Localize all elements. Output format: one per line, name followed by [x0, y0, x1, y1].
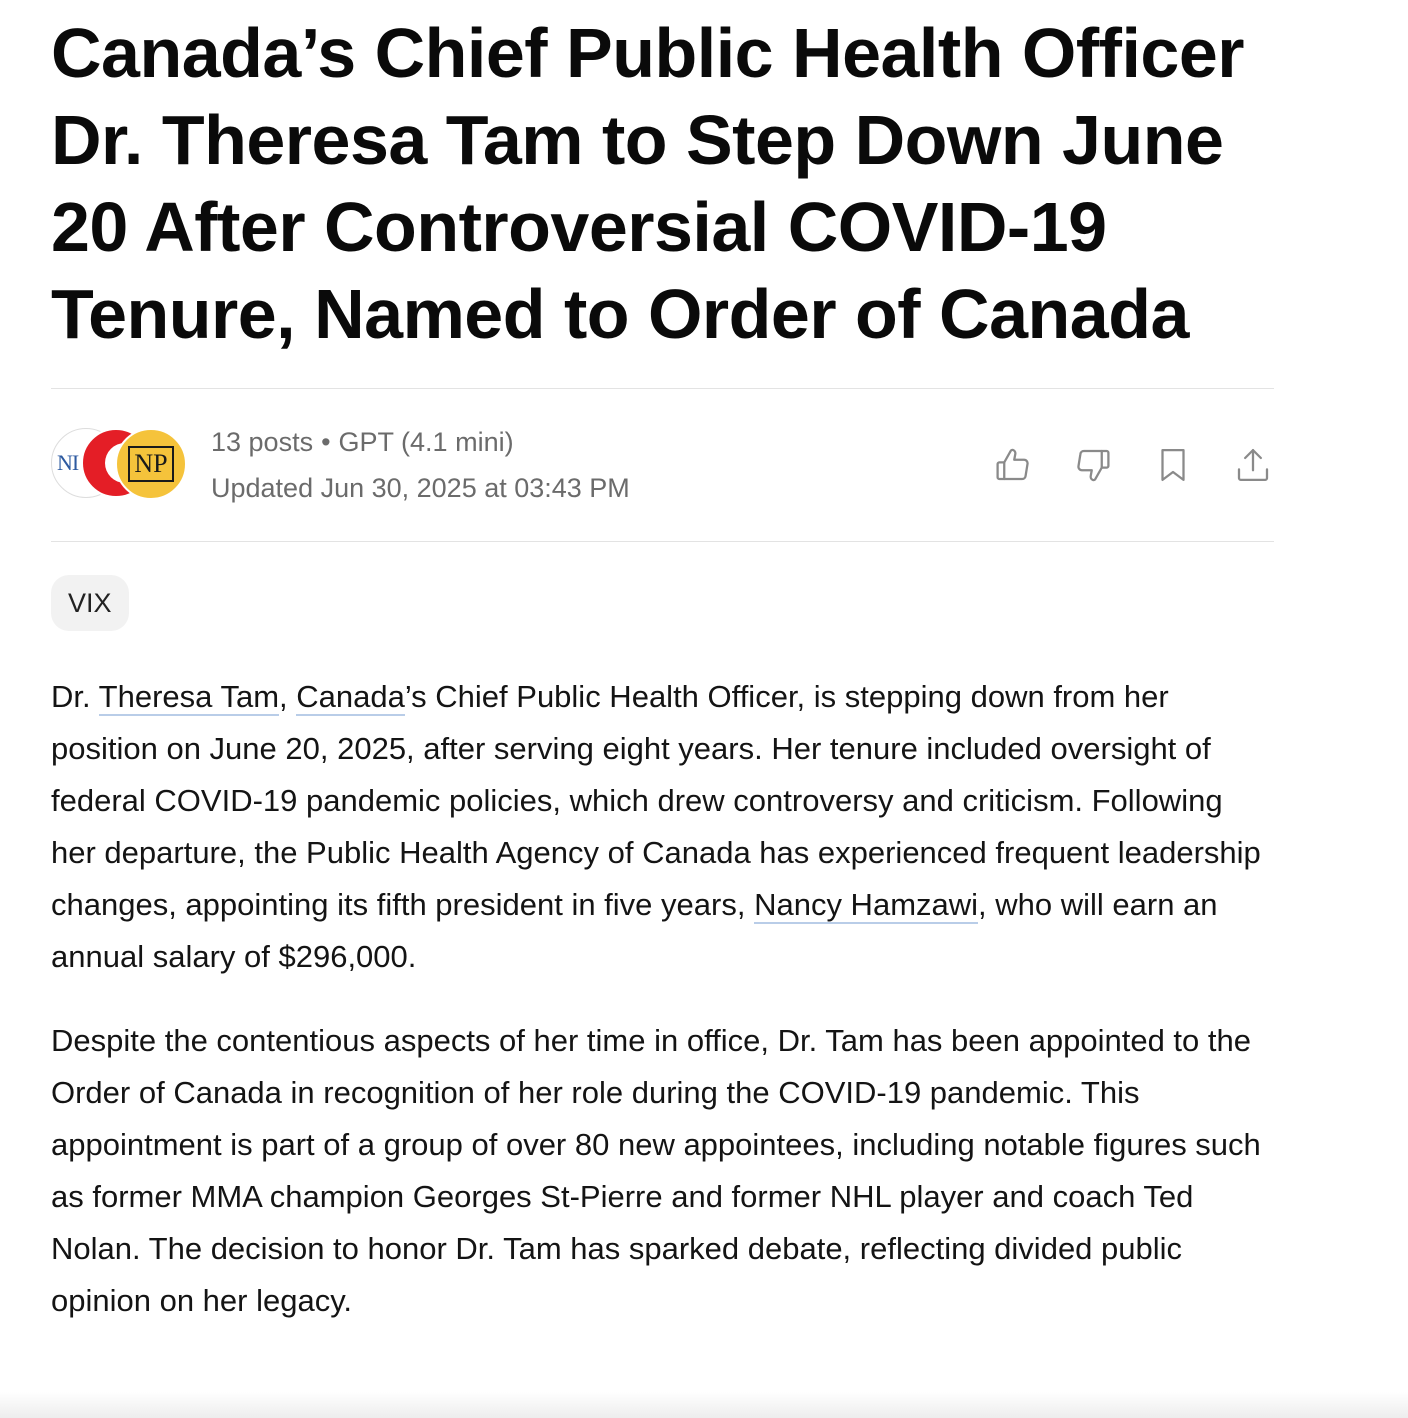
share-icon	[1232, 444, 1274, 486]
tag-chip[interactable]: VIX	[51, 575, 129, 631]
tag-list	[51, 575, 1274, 631]
meta-separator: •	[321, 427, 331, 457]
source-logo-ni-text: NI	[57, 450, 79, 475]
p1-text-2: ,	[279, 679, 297, 714]
article-meta	[51, 389, 1274, 541]
article-paragraph-2: Despite the contentious aspects of her time in office, Dr. Tam has been appointed to the Order of Canada in recognition of her role during the COVID-19 pandemic. This appointment is part of a group of over 80 new appointees, including notable figures such as former MMA champion Georges St-Pierre and former NHL player and coach Ted Nolan. The decision to honor Dr. Tam has sparked debate, reflecting divided public opinion on her legacy.	[51, 1023, 1261, 1318]
bookmark-button[interactable]	[1152, 444, 1194, 486]
thumbs-up-icon	[992, 444, 1034, 486]
article-title: Canada’s Chief Public Health Officer Dr. Theresa Tam to Step Down June 20 After Controversial COVID-19 Tenure, Named to Order of Canada	[51, 14, 1245, 353]
p1-text-1: Dr.	[51, 679, 99, 714]
model-name: GPT (4.1 mini)	[338, 427, 514, 457]
article-actions	[992, 444, 1274, 486]
source-logo-np-text: NP	[128, 446, 173, 482]
divider-bottom	[51, 541, 1274, 542]
bookmark-icon	[1152, 444, 1194, 486]
meta-text	[211, 419, 992, 511]
share-button[interactable]	[1232, 444, 1274, 486]
article-paragraph-1	[51, 671, 1274, 983]
meta-line-posts	[211, 419, 992, 465]
posts-count[interactable]: 13 posts	[211, 427, 314, 457]
source-avatars[interactable]	[51, 428, 191, 502]
thumbs-down-icon	[1072, 444, 1114, 486]
bottom-fade	[0, 1392, 1408, 1418]
like-button[interactable]	[992, 444, 1034, 486]
source-logo-np[interactable]	[115, 428, 187, 500]
link-nancy-hamzawi[interactable]: Nancy Hamzawi	[754, 887, 979, 922]
link-theresa-tam[interactable]: Theresa Tam	[98, 679, 280, 714]
p1-text-4: , who will earn an annual salary of $296,000.	[51, 887, 1218, 974]
p1-text-3: ’s Chief Public Health Officer, is stepping down from her position on June 20, 2025, after serving eight years. Her tenure included oversight of federal COVID-19 pandemic policies, which drew controversy and criticism. Following her departure, the Public Health Agency of Canada has experienced frequent leadership changes, appointing its fifth president in five years,	[51, 679, 1261, 922]
updated-timestamp: Updated Jun 30, 2025 at 03:43 PM	[211, 473, 630, 503]
dislike-button[interactable]	[1072, 444, 1114, 486]
link-canada[interactable]: Canada	[296, 679, 405, 714]
article-content	[51, 0, 1274, 1327]
